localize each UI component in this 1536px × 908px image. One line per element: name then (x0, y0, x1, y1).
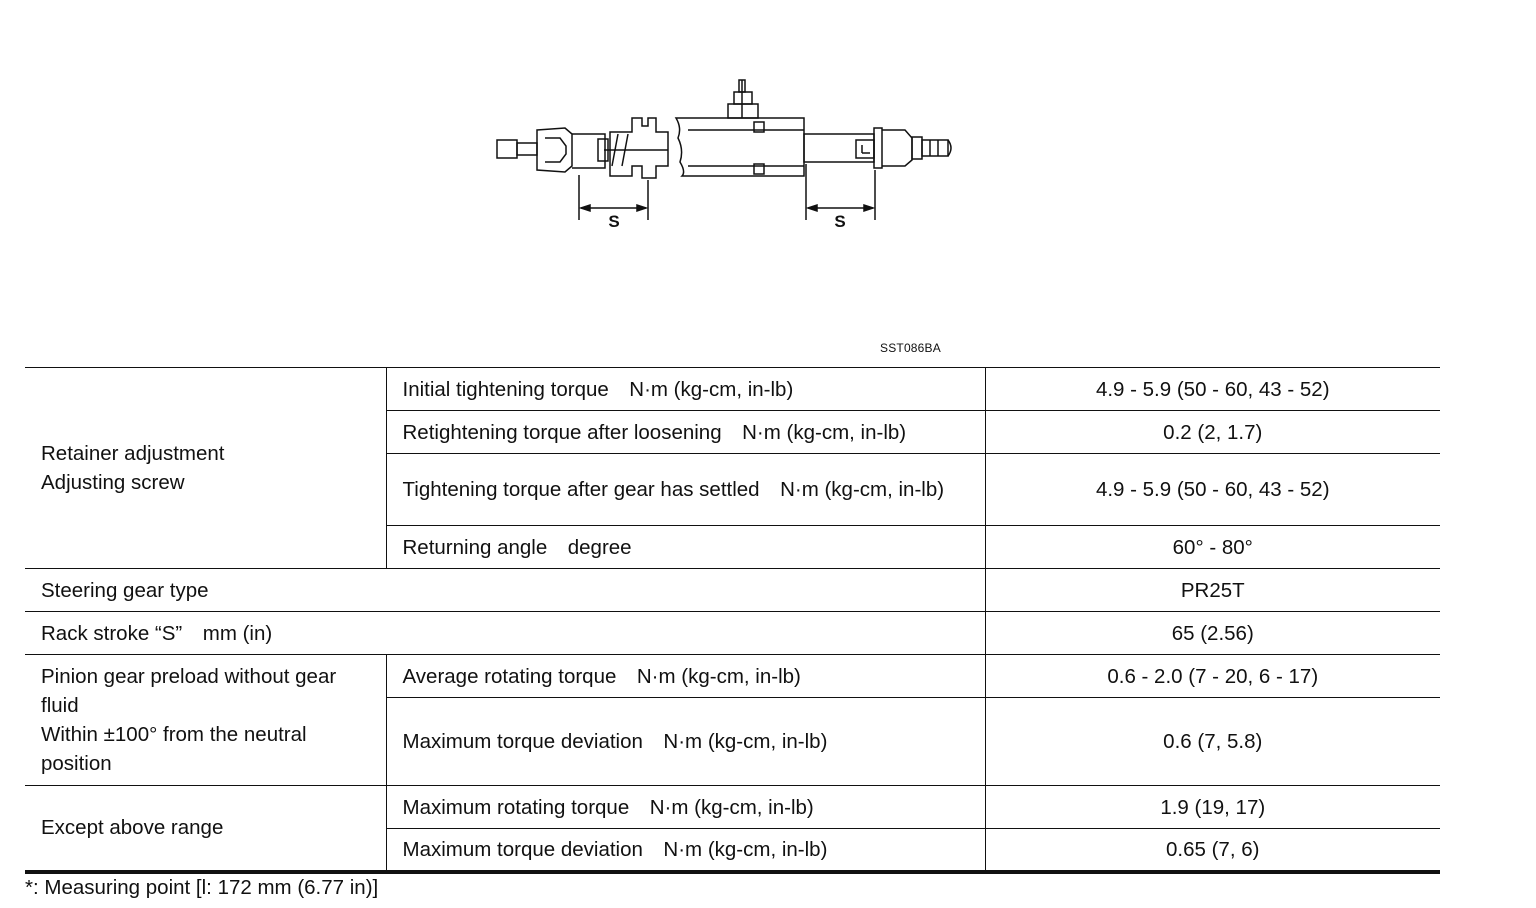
spec-item: Tightening torque after gear has settled N·m (kg-cm, in-lb) (386, 454, 985, 526)
spec-value: 0.6 (7, 5.8) (985, 698, 1440, 786)
table-row (25, 612, 1440, 655)
spec-item: Retightening torque after loosening N·m (kg-cm, in-lb) (386, 411, 985, 454)
figure-code: SST086BA (880, 341, 941, 355)
footnote: *: Measuring point [l: 172 mm (6.77 in)] (25, 876, 379, 899)
spec-item: Maximum rotating torque N·m (kg-cm, in-lb) (386, 786, 985, 829)
table-row (25, 655, 1440, 698)
spec-item: Initial tightening torque N·m (kg-cm, in-lb) (386, 368, 985, 411)
steering-gear-diagram (0, 0, 1536, 360)
spec-value: 60° - 80° (985, 526, 1440, 569)
spec-item: Returning angle degree (386, 526, 985, 569)
pinion-label-line2: Within ±100° from the neutral position (41, 723, 307, 775)
spec-value: 4.9 - 5.9 (50 - 60, 43 - 52) (985, 454, 1440, 526)
spec-value: 0.2 (2, 1.7) (985, 411, 1440, 454)
left-housing (604, 118, 668, 178)
table-row (25, 368, 1440, 411)
spec-value: 4.9 - 5.9 (50 - 60, 43 - 52) (985, 368, 1440, 411)
spec-item: Maximum torque deviation N·m (kg-cm, in-lb) (386, 698, 985, 786)
gear-housing (676, 80, 804, 176)
dimension-label-right: S (834, 212, 846, 231)
table-row (25, 786, 1440, 829)
except-label: Except above range (25, 786, 386, 872)
rack-stroke-value: 65 (2.56) (985, 612, 1440, 655)
dimension-label-left: S (608, 212, 620, 231)
spec-table (25, 367, 1440, 874)
retainer-label (25, 368, 386, 569)
left-tie-rod-end (497, 128, 608, 172)
spec-item: Maximum torque deviation N·m (kg-cm, in-lb) (386, 829, 985, 872)
retainer-label-line1: Retainer adjustment (41, 442, 225, 465)
gear-type-label: Steering gear type (25, 569, 985, 612)
pinion-label (25, 655, 386, 786)
spec-item: Average rotating torque N·m (kg-cm, in-lb) (386, 655, 985, 698)
spec-value: 0.65 (7, 6) (985, 829, 1440, 872)
right-tie-rod-end (804, 128, 951, 168)
retainer-label-line2: Adjusting screw (41, 471, 185, 494)
spec-value: 0.6 - 2.0 (7 - 20, 6 - 17) (985, 655, 1440, 698)
table-row (25, 569, 1440, 612)
rack-stroke-label: Rack stroke “S” mm (in) (25, 612, 985, 655)
pinion-label-line1: Pinion gear preload without gear fluid (41, 665, 337, 717)
gear-type-value: PR25T (985, 569, 1440, 612)
spec-value: 1.9 (19, 17) (985, 786, 1440, 829)
